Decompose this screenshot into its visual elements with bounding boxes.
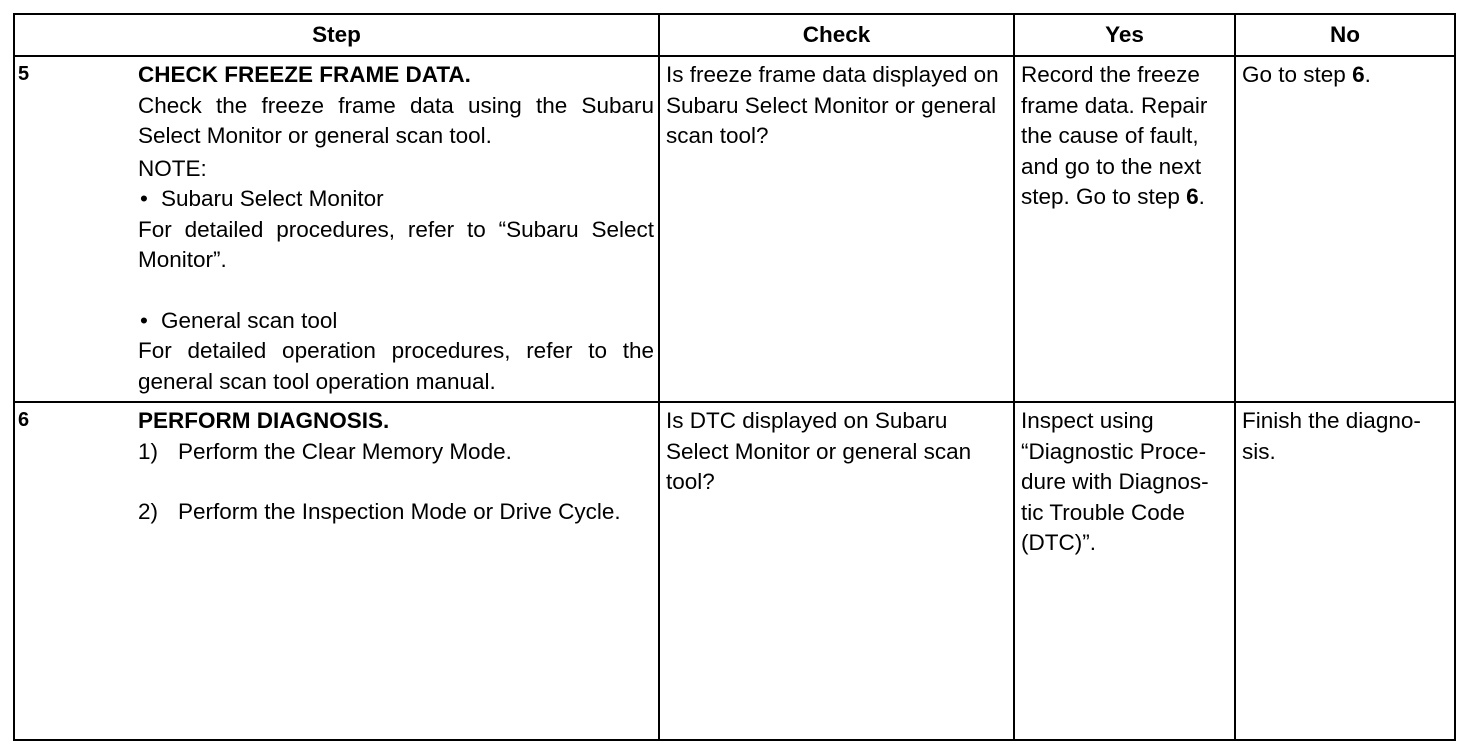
no-text: Go to step [1242,62,1353,87]
step-title: CHECK FREEZE FRAME DATA. [138,62,471,87]
header-step: Step [14,14,659,56]
step-number: 5 [18,63,30,85]
step-cell [14,56,659,402]
no-cell [1235,402,1455,740]
no-step-link: 6 [1352,62,1365,87]
step-cell [14,402,659,740]
step-number: 6 [18,409,30,431]
item-number: 2) [138,499,159,524]
step-title: PERFORM DIAGNOSIS. [138,408,390,433]
no-line: sis. [1242,438,1276,464]
check-cell [659,56,1014,402]
numbered-item [138,437,654,468]
item-text: Perform the Clear Memory Mode. [178,438,512,464]
yes-text: Record the freeze frame data. Repair the cause of fault, and go to the next step. Go to step [1021,62,1208,209]
yes-line: dure with Diagnos- [1021,469,1209,494]
check-cell [659,402,1014,740]
yes-line: Inspect using [1021,408,1154,433]
bullet-item: • Subaru Select Monitor [138,184,654,215]
yes-line: tic Trouble Code [1021,499,1185,525]
yes-cell [1014,56,1235,402]
numbered-item [138,497,654,528]
yes-line: “Diagnostic Proce- [1021,438,1207,464]
header-no: No [1235,14,1455,56]
step-instruction: Check the freeze frame data using the Subaru Select Monitor or general scan tool. [138,92,654,148]
bullet-text: For detailed procedures, refer to “Subaru Select Monitor”. [138,216,654,272]
header-row [14,14,1455,56]
item-number: 1) [138,438,159,464]
no-cell [1235,56,1455,402]
no-line: Finish the diagno- [1242,408,1421,433]
header-check: Check [659,14,1014,56]
check-text: Is freeze frame data displayed on Subaru Select Monitor or general scan tool? [666,62,999,148]
bullet-item: • General scan tool [138,306,654,337]
no-end: . [1364,62,1371,87]
table-row [14,402,1455,740]
yes-cell [1014,402,1235,740]
bullet-text: For detailed operation procedures, refer to the general scan tool operation manual. [138,338,654,394]
yes-step-link: 6 [1186,184,1199,209]
check-text: Is DTC displayed on Subaru Select Monitor or general scan tool? [666,408,972,494]
yes-end: . [1198,184,1205,209]
table-row [14,56,1455,402]
note-label: NOTE: [138,155,207,181]
header-yes: Yes [1014,14,1235,56]
diagnostic-table [13,13,1456,741]
item-text: Perform the Inspection Mode or Drive Cycle. [178,499,621,524]
yes-line: (DTC)”. [1021,530,1096,555]
